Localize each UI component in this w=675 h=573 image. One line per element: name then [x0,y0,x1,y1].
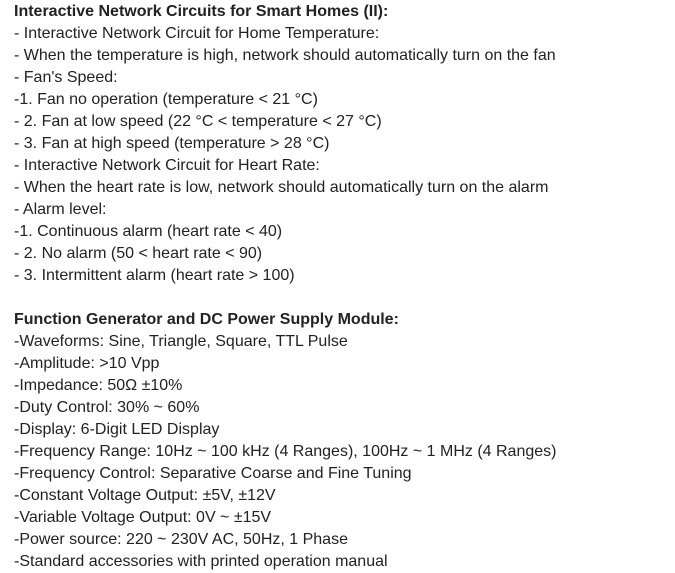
list-item: -Variable Voltage Output: 0V ~ ±15V [14,509,272,526]
list-item: -1. Continuous alarm (heart rate < 40) [14,223,283,240]
list-item: -Amplitude: >10 Vpp [14,355,160,372]
list-item: - 3. Fan at high speed (temperature > 28 °C) [14,135,330,152]
list-item: - Interactive Network Circuit for Home Temperature: [14,25,380,42]
list-item: - When the temperature is high, network should automatically turn on the fan [14,47,556,64]
section-spacer [14,287,669,309]
list-item: -Waveforms: Sine, Triangle, Square, TTL Pulse [14,333,348,350]
list-item: -Impedance: 50Ω ±10% [14,377,183,394]
list-item: -Frequency Range: 10Hz ~ 100 kHz (4 Ranges), 100Hz ~ 1 MHz (4 Ranges) [14,443,557,460]
list-item: -Power source: 220 ~ 230V AC, 50Hz, 1 Phase [14,531,348,548]
list-item: - Interactive Network Circuit for Heart Rate: [14,157,320,174]
list-item: -Standard accessories with printed operation manual [14,553,388,570]
list-item: -Display: 6-Digit LED Display [14,421,220,438]
list-item: - Alarm level: [14,201,107,218]
list-item: - 2. No alarm (50 < heart rate < 90) [14,245,263,262]
list-item: -Constant Voltage Output: ±5V, ±12V [14,487,276,504]
list-item: -Duty Control: 30% ~ 60% [14,399,200,416]
list-item: - 3. Intermittent alarm (heart rate > 100) [14,267,295,284]
list-item: -Frequency Control: Separative Coarse and Fine Tuning [14,465,412,482]
section-title-smart-homes: Interactive Network Circuits for Smart Homes (II): [14,3,389,20]
section-title-function-generator: Function Generator and DC Power Supply Module: [14,311,399,328]
list-item: -1. Fan no operation (temperature < 21 °C) [14,91,318,108]
list-item: - Fan's Speed: [14,69,118,86]
document-body [14,1,669,573]
list-item: - When the heart rate is low, network should automatically turn on the alarm [14,179,549,196]
list-item: - 2. Fan at low speed (22 °C < temperature < 27 °C) [14,113,382,130]
